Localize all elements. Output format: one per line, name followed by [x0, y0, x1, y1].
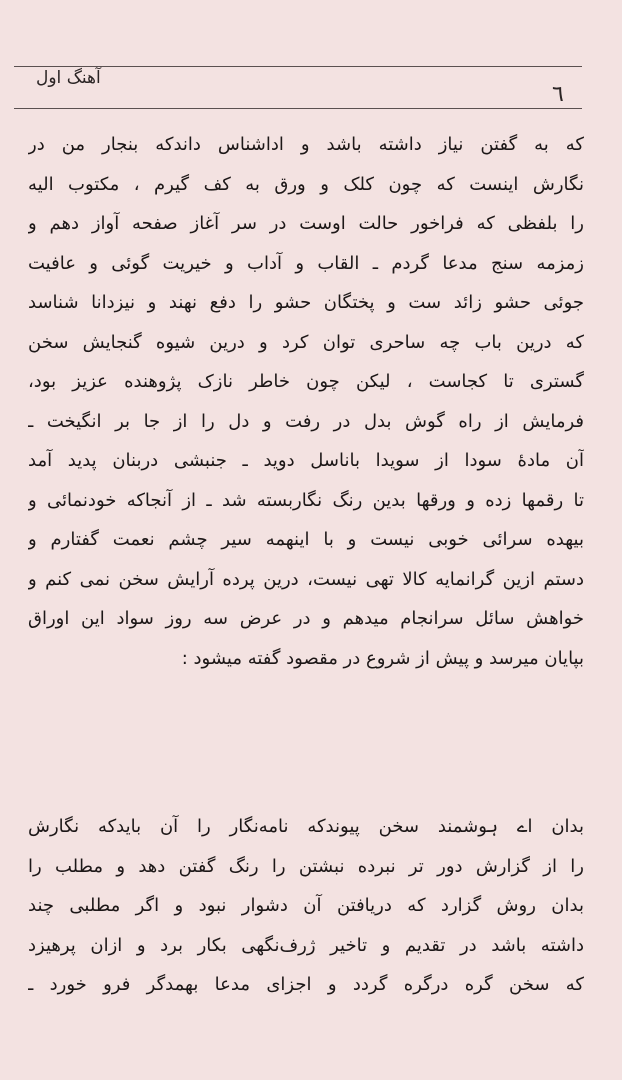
text-line: را بلفظی که فراخور حالت اوست در سر آغاز صفحه آواز دهم و: [28, 213, 584, 234]
top-rule: [14, 66, 582, 67]
paragraph-2: [28, 807, 584, 1005]
text-line: آن مادهٔ سودا از سویدا باناسل دوید ـ جنبشی دربنان پدید آمد: [28, 450, 584, 471]
running-header-title: آهنگ اول: [36, 68, 101, 88]
text-line: داشته باشد در تقدیم و تاخیر ژرف‌نگهی بکار برد و ازان پرهیزد: [28, 934, 584, 956]
text-line: که سخن گره درگره گردد و اجزای مدعا بهمدگر فرو خورد ـ: [28, 974, 584, 995]
header-rule: [14, 108, 582, 109]
text-line: خواهش سائل سرانجام میدهم و در عرض سه روز سواد این اوراق: [28, 608, 584, 629]
text-line: گستری تا کجاست ، لیکن چون خاطر نازک پژوهنده عزیز بود،: [28, 371, 584, 392]
text-line: بپایان میرسد و پیش از شروع در مقصود گفته میشود :: [181, 647, 584, 669]
text-line: جوئی حشو زائد ست و پختگان حشو را دفع نهند و نیزدانا شناسد: [28, 292, 584, 313]
text-line: فرمایش از راه گوش بدل در رفت و دل را از جا بر انگیخت ـ: [28, 410, 584, 432]
text-line: که به گفتن نیاز داشته باشد و اداشناس داندکه بنجار من در: [28, 134, 584, 155]
text-line: نگارش اینست که چون کلک و ورق به کف گیرم ، مکتوب الیه: [28, 173, 584, 195]
paragraph-1: [28, 125, 584, 678]
text-line: بدان اے ہوشمند سخن پیوندکه نامه‌نگار را آن بایدکه نگارش: [28, 816, 584, 837]
text-line: بیهده سرائی خوبی نیست و با اینهمه سیر چشم نعمت گفتارم و: [28, 529, 584, 550]
text-line: که درین باب چه ساحری توان کرد و درین شیوه گنجایش سخن: [28, 331, 584, 353]
page-number: ٦: [552, 82, 564, 107]
text-line: تا رقمها زده و ورقها بدین رنگ نگاربسته شد ـ از آنجاکه خودنمائی و: [28, 489, 584, 511]
text-line: را از گزارش دور تر نبرده نبشتن را رنگ گفتن دهد و مطلب را: [28, 855, 584, 877]
text-line: زمزمه سنج مدعا گردم ـ القاب و آداب و خیریت گوئی و عافیت: [28, 252, 584, 274]
text-line: دستم ازین گرانمایه کالا تهی نیست، درین پرده آرایش سخن نمی کنم و: [28, 568, 584, 590]
text-line: بدان روش گزارد که دریافتن آن دشوار نبود و اگر مطلبی چند: [28, 895, 584, 916]
